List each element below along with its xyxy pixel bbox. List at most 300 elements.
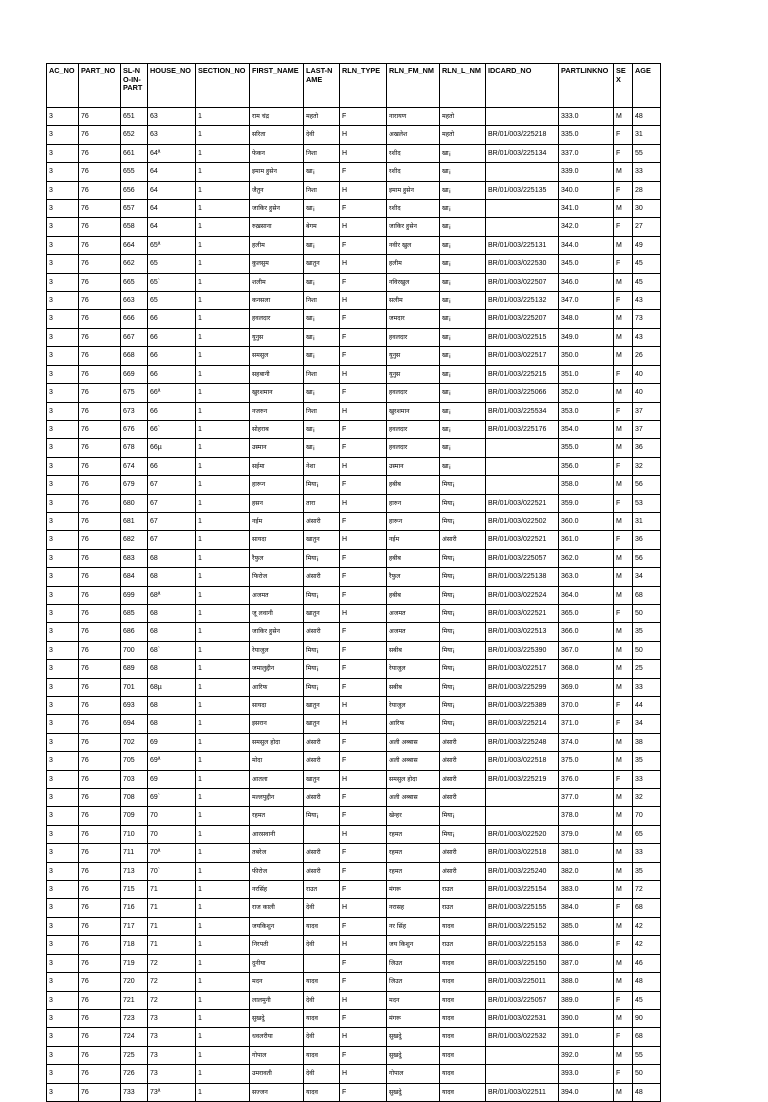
cell-rln-l-nm: खा¡ [440, 144, 486, 162]
cell-sex: F [614, 1065, 633, 1083]
cell-rln-l-nm: मिया¡ [440, 568, 486, 586]
cell-house-no: 68` [148, 641, 196, 659]
cell-first-name: कनसला [250, 292, 304, 310]
cell-ac-no: 3 [47, 770, 79, 788]
cell-sl-no-in-part: 669 [121, 365, 148, 383]
cell-section-no: 1 [196, 825, 250, 843]
table-row [47, 273, 661, 291]
cell-rln-l-nm: यादव [440, 917, 486, 935]
cell-rln-type: H [340, 697, 387, 715]
cell-age: 48 [633, 108, 661, 126]
cell-idcard-no: BR/01/003/022513 [486, 623, 559, 641]
cell-partlinkno: 341.0 [559, 200, 614, 218]
cell-sl-no-in-part: 667 [121, 328, 148, 346]
cell-ac-no: 3 [47, 715, 79, 733]
cell-first-name: रैफुल [250, 549, 304, 567]
column-header-partlinkno: PARTLINKNO [559, 64, 614, 108]
column-header-rln-fm-nm: RLN_FM_NM [387, 64, 440, 108]
cell-partlinkno: 386.0 [559, 936, 614, 954]
cell-partlinkno: 390.0 [559, 1009, 614, 1027]
cell-part-no: 76 [79, 1009, 121, 1027]
cell-age: 65 [633, 825, 661, 843]
cell-sl-no-in-part: 668 [121, 347, 148, 365]
table-row [47, 292, 661, 310]
cell-rln-type: F [340, 512, 387, 530]
cell-partlinkno: 389.0 [559, 991, 614, 1009]
cell-ac-no: 3 [47, 825, 79, 843]
cell-first-name: सुखदेु [250, 1009, 304, 1027]
cell-rln-fm-nm: सुखदेु [387, 1083, 440, 1101]
cell-idcard-no: BR/01/003/022521 [486, 604, 559, 622]
cell-age: 73 [633, 310, 661, 328]
cell-last-name: यादव [304, 1046, 340, 1064]
cell-section-no: 1 [196, 144, 250, 162]
cell-rln-l-nm: मिया¡ [440, 807, 486, 825]
cell-section-no: 1 [196, 255, 250, 273]
table-row [47, 568, 661, 586]
cell-rln-type: F [340, 678, 387, 696]
cell-partlinkno: 348.0 [559, 310, 614, 328]
cell-rln-l-nm: खा¡ [440, 200, 486, 218]
cell-rln-type: H [340, 604, 387, 622]
cell-partlinkno: 382.0 [559, 862, 614, 880]
cell-section-no: 1 [196, 604, 250, 622]
cell-last-name: नेशा [304, 457, 340, 475]
table-row [47, 844, 661, 862]
cell-age: 36 [633, 439, 661, 457]
cell-section-no: 1 [196, 494, 250, 512]
cell-sex: M [614, 439, 633, 457]
column-header-rln-type: RLN_TYPE [340, 64, 387, 108]
cell-sex: F [614, 181, 633, 199]
cell-ac-no: 3 [47, 954, 79, 972]
cell-first-name: जाकिर हुसेन [250, 200, 304, 218]
cell-sl-no-in-part: 686 [121, 623, 148, 641]
cell-idcard-no [486, 439, 559, 457]
cell-age: 33 [633, 678, 661, 696]
table-row [47, 328, 661, 346]
cell-rln-type: F [340, 384, 387, 402]
cell-sl-no-in-part: 657 [121, 200, 148, 218]
cell-ac-no: 3 [47, 973, 79, 991]
cell-sex: M [614, 641, 633, 659]
cell-last-name: निशा [304, 181, 340, 199]
cell-part-no: 76 [79, 420, 121, 438]
cell-last-name: अंसारी [304, 752, 340, 770]
cell-last-name: देवी [304, 899, 340, 917]
cell-part-no: 76 [79, 604, 121, 622]
cell-ac-no: 3 [47, 678, 79, 696]
cell-house-no: 66 [148, 328, 196, 346]
cell-rln-l-nm: राउत [440, 936, 486, 954]
cell-last-name: यादव [304, 1009, 340, 1027]
cell-partlinkno: 392.0 [559, 1046, 614, 1064]
cell-sex: M [614, 917, 633, 935]
cell-last-name: निशा [304, 365, 340, 383]
cell-part-no: 76 [79, 1065, 121, 1083]
table-row [47, 789, 661, 807]
table-row [47, 476, 661, 494]
cell-sl-no-in-part: 664 [121, 236, 148, 254]
cell-idcard-no: BR/01/003/022518 [486, 844, 559, 862]
cell-rln-l-nm: खा¡ [440, 328, 486, 346]
cell-section-no: 1 [196, 715, 250, 733]
cell-section-no: 1 [196, 108, 250, 126]
cell-rln-l-nm: खा¡ [440, 384, 486, 402]
cell-rln-type: F [340, 954, 387, 972]
cell-part-no: 76 [79, 881, 121, 899]
cell-first-name: अजमत [250, 586, 304, 604]
column-header-section-no: SECTION_NO [196, 64, 250, 108]
cell-rln-fm-nm: रैफुल [387, 568, 440, 586]
cell-age: 25 [633, 660, 661, 678]
cell-partlinkno: 345.0 [559, 255, 614, 273]
cell-section-no: 1 [196, 917, 250, 935]
cell-sl-no-in-part: 693 [121, 697, 148, 715]
cell-sl-no-in-part: 699 [121, 586, 148, 604]
cell-ac-no: 3 [47, 549, 79, 567]
cell-partlinkno: 346.0 [559, 273, 614, 291]
table-row [47, 715, 661, 733]
cell-last-name: देवी [304, 1028, 340, 1046]
cell-rln-fm-nm: आरिफ [387, 715, 440, 733]
cell-part-no: 76 [79, 439, 121, 457]
cell-sl-no-in-part: 717 [121, 917, 148, 935]
cell-idcard-no: BR/01/003/022531 [486, 1009, 559, 1027]
cell-house-no: 69` [148, 789, 196, 807]
cell-sl-no-in-part: 652 [121, 126, 148, 144]
column-header-last-name: LAST-NAME [304, 64, 340, 108]
cell-sl-no-in-part: 713 [121, 862, 148, 880]
cell-part-no: 76 [79, 752, 121, 770]
cell-last-name: देवी [304, 126, 340, 144]
cell-last-name: खातुन [304, 604, 340, 622]
cell-first-name: जमालुद्दीन [250, 660, 304, 678]
cell-sex: M [614, 384, 633, 402]
cell-house-no: 73ª [148, 1083, 196, 1101]
cell-first-name: उमरावती [250, 1065, 304, 1083]
cell-first-name: आरसवानी [250, 825, 304, 843]
cell-last-name: निशा [304, 402, 340, 420]
cell-first-name: कुलसुम [250, 255, 304, 273]
cell-rln-fm-nm: समसुल होदा [387, 770, 440, 788]
cell-age: 36 [633, 531, 661, 549]
cell-sl-no-in-part: 702 [121, 733, 148, 751]
cell-partlinkno: 339.0 [559, 163, 614, 181]
cell-house-no: 72 [148, 991, 196, 1009]
cell-section-no: 1 [196, 310, 250, 328]
cell-partlinkno: 360.0 [559, 512, 614, 530]
cell-rln-fm-nm: रहमत [387, 844, 440, 862]
column-header-part-no: PART_NO [79, 64, 121, 108]
cell-sl-no-in-part: 709 [121, 807, 148, 825]
cell-idcard-no: BR/01/003/225240 [486, 862, 559, 880]
cell-idcard-no: BR/01/003/022507 [486, 273, 559, 291]
cell-idcard-no: BR/01/003/022518 [486, 752, 559, 770]
cell-partlinkno: 359.0 [559, 494, 614, 512]
cell-house-no: 68µ [148, 678, 196, 696]
cell-idcard-no: BR/01/003/022521 [486, 494, 559, 512]
cell-sl-no-in-part: 726 [121, 1065, 148, 1083]
cell-idcard-no [486, 789, 559, 807]
cell-age: 49 [633, 236, 661, 254]
cell-sex: F [614, 604, 633, 622]
cell-part-no: 76 [79, 715, 121, 733]
table-row [47, 347, 661, 365]
cell-partlinkno: 353.0 [559, 402, 614, 420]
cell-house-no: 71 [148, 899, 196, 917]
cell-part-no: 76 [79, 789, 121, 807]
cell-idcard-no: BR/01/003/225138 [486, 568, 559, 586]
cell-ac-no: 3 [47, 236, 79, 254]
cell-part-no: 76 [79, 1083, 121, 1101]
cell-rln-l-nm: मिया¡ [440, 825, 486, 843]
cell-last-name: अंसारी [304, 862, 340, 880]
cell-age: 45 [633, 991, 661, 1009]
cell-age: 68 [633, 899, 661, 917]
cell-sex: F [614, 1028, 633, 1046]
cell-part-no: 76 [79, 163, 121, 181]
cell-part-no: 76 [79, 1028, 121, 1046]
cell-sex: M [614, 586, 633, 604]
cell-sl-no-in-part: 723 [121, 1009, 148, 1027]
cell-section-no: 1 [196, 347, 250, 365]
cell-ac-no: 3 [47, 181, 79, 199]
cell-sl-no-in-part: 676 [121, 420, 148, 438]
cell-last-name: खा¡ [304, 347, 340, 365]
cell-rln-fm-nm: नरासह [387, 899, 440, 917]
cell-sex: M [614, 273, 633, 291]
cell-sl-no-in-part: 719 [121, 954, 148, 972]
cell-sex: M [614, 108, 633, 126]
cell-partlinkno: 333.0 [559, 108, 614, 126]
cell-rln-type: F [340, 917, 387, 935]
cell-first-name: उस्मान [250, 439, 304, 457]
cell-rln-fm-nm: सुखदेु [387, 1028, 440, 1046]
cell-last-name: खातुन [304, 770, 340, 788]
cell-part-no: 76 [79, 531, 121, 549]
cell-partlinkno: 385.0 [559, 917, 614, 935]
cell-last-name: मिया¡ [304, 660, 340, 678]
cell-sex: F [614, 770, 633, 788]
cell-rln-fm-nm: जमदार [387, 310, 440, 328]
cell-house-no: 70ª [148, 844, 196, 862]
cell-rln-type: H [340, 494, 387, 512]
cell-house-no: 65 [148, 292, 196, 310]
cell-sl-no-in-part: 725 [121, 1046, 148, 1064]
cell-sex: F [614, 936, 633, 954]
table-row [47, 420, 661, 438]
cell-house-no: 65` [148, 273, 196, 291]
cell-sex: F [614, 218, 633, 236]
cell-rln-type: F [340, 1083, 387, 1101]
cell-rln-l-nm: यादव [440, 954, 486, 972]
cell-section-no: 1 [196, 163, 250, 181]
cell-last-name: अंसारी [304, 844, 340, 862]
cell-house-no: 68 [148, 715, 196, 733]
cell-age: 30 [633, 200, 661, 218]
cell-house-no: 64 [148, 163, 196, 181]
cell-idcard-no: BR/01/003/022511 [486, 1083, 559, 1101]
cell-part-no: 76 [79, 991, 121, 1009]
cell-house-no: 73 [148, 1065, 196, 1083]
cell-rln-type: F [340, 973, 387, 991]
cell-idcard-no: BR/01/003/225214 [486, 715, 559, 733]
table-row [47, 917, 661, 935]
table-row [47, 163, 661, 181]
cell-ac-no: 3 [47, 292, 79, 310]
cell-first-name: मोदा [250, 752, 304, 770]
cell-ac-no: 3 [47, 899, 79, 917]
cell-ac-no: 3 [47, 1046, 79, 1064]
cell-partlinkno: 367.0 [559, 641, 614, 659]
cell-partlinkno: 394.0 [559, 1083, 614, 1101]
cell-house-no: 64 [148, 200, 196, 218]
cell-rln-type: H [340, 255, 387, 273]
cell-section-no: 1 [196, 881, 250, 899]
cell-rln-l-nm: खा¡ [440, 420, 486, 438]
cell-ac-no: 3 [47, 844, 79, 862]
cell-first-name: निरपती [250, 936, 304, 954]
cell-rln-l-nm: यादव [440, 973, 486, 991]
cell-ac-no: 3 [47, 144, 79, 162]
cell-partlinkno: 344.0 [559, 236, 614, 254]
cell-house-no: 68 [148, 660, 196, 678]
table-row [47, 1028, 661, 1046]
cell-first-name: नजरुन [250, 402, 304, 420]
cell-age: 53 [633, 494, 661, 512]
cell-part-no: 76 [79, 660, 121, 678]
cell-last-name: खा¡ [304, 384, 340, 402]
cell-partlinkno: 381.0 [559, 844, 614, 862]
cell-part-no: 76 [79, 899, 121, 917]
cell-rln-type: H [340, 144, 387, 162]
cell-house-no: 67 [148, 494, 196, 512]
cell-ac-no: 3 [47, 641, 79, 659]
cell-rln-fm-nm: हलीम [387, 255, 440, 273]
cell-first-name: नरसिंह [250, 881, 304, 899]
cell-rln-l-nm: खा¡ [440, 163, 486, 181]
cell-part-no: 76 [79, 310, 121, 328]
cell-partlinkno: 366.0 [559, 623, 614, 641]
cell-rln-type: F [340, 236, 387, 254]
cell-rln-type: H [340, 218, 387, 236]
cell-rln-type: H [340, 292, 387, 310]
cell-rln-type: F [340, 549, 387, 567]
cell-age: 56 [633, 476, 661, 494]
cell-age: 33 [633, 844, 661, 862]
table-row [47, 108, 661, 126]
cell-first-name: हलीम [250, 236, 304, 254]
cell-first-name: मल्लपुद्दीन [250, 789, 304, 807]
cell-house-no: 69 [148, 733, 196, 751]
cell-section-no: 1 [196, 862, 250, 880]
cell-idcard-no: BR/01/003/022524 [486, 586, 559, 604]
column-header-first-name: FIRST_NAME [250, 64, 304, 108]
cell-rln-fm-nm: नविरखुल [387, 273, 440, 291]
cell-house-no: 69ª [148, 752, 196, 770]
cell-last-name [304, 954, 340, 972]
table-row [47, 733, 661, 751]
cell-section-no: 1 [196, 236, 250, 254]
cell-last-name: खा¡ [304, 163, 340, 181]
cell-section-no: 1 [196, 936, 250, 954]
cell-idcard-no: BR/01/003/225215 [486, 365, 559, 383]
cell-ac-no: 3 [47, 604, 79, 622]
cell-section-no: 1 [196, 384, 250, 402]
cell-rln-type: F [340, 586, 387, 604]
cell-partlinkno: 349.0 [559, 328, 614, 346]
cell-ac-no: 3 [47, 1009, 79, 1027]
cell-sex: M [614, 1009, 633, 1027]
table-row [47, 200, 661, 218]
table-row [47, 936, 661, 954]
cell-age: 42 [633, 936, 661, 954]
cell-sex: F [614, 899, 633, 917]
cell-last-name: खातुन [304, 697, 340, 715]
cell-part-no: 76 [79, 844, 121, 862]
cell-idcard-no: BR/01/003/225132 [486, 292, 559, 310]
cell-last-name: मिया¡ [304, 641, 340, 659]
cell-last-name: निशा [304, 144, 340, 162]
cell-last-name: खा¡ [304, 328, 340, 346]
cell-rln-l-nm: मिया¡ [440, 512, 486, 530]
cell-sex: M [614, 660, 633, 678]
cell-sl-no-in-part: 684 [121, 568, 148, 586]
cell-sl-no-in-part: 683 [121, 549, 148, 567]
column-header-ac-no: AC_NO [47, 64, 79, 108]
cell-age: 70 [633, 807, 661, 825]
cell-sex: M [614, 236, 633, 254]
cell-first-name: समसुल होदा [250, 733, 304, 751]
cell-rln-l-nm: यादव [440, 1046, 486, 1064]
cell-ac-no: 3 [47, 420, 79, 438]
cell-sex: M [614, 420, 633, 438]
cell-sl-no-in-part: 682 [121, 531, 148, 549]
cell-rln-l-nm: महतो [440, 108, 486, 126]
cell-partlinkno: 379.0 [559, 825, 614, 843]
cell-partlinkno: 362.0 [559, 549, 614, 567]
cell-house-no: 71 [148, 917, 196, 935]
cell-last-name: देवी [304, 1065, 340, 1083]
cell-rln-fm-nm: जाकिर हुसेन [387, 218, 440, 236]
cell-rln-l-nm: यादव [440, 991, 486, 1009]
cell-idcard-no: BR/01/003/225218 [486, 126, 559, 144]
cell-ac-no: 3 [47, 531, 79, 549]
cell-rln-type: F [340, 623, 387, 641]
cell-part-no: 76 [79, 255, 121, 273]
cell-rln-fm-nm: जिउत [387, 973, 440, 991]
cell-first-name: जयकिशुन [250, 917, 304, 935]
cell-house-no: 64ª [148, 144, 196, 162]
cell-partlinkno: 340.0 [559, 181, 614, 199]
cell-section-no: 1 [196, 586, 250, 604]
cell-rln-l-nm: खा¡ [440, 181, 486, 199]
cell-partlinkno: 375.0 [559, 752, 614, 770]
cell-idcard-no: BR/01/003/225219 [486, 770, 559, 788]
cell-age: 56 [633, 549, 661, 567]
cell-sl-no-in-part: 651 [121, 108, 148, 126]
cell-sex: M [614, 733, 633, 751]
cell-idcard-no: BR/01/003/022517 [486, 347, 559, 365]
column-header-sex: SEX [614, 64, 633, 108]
cell-last-name: मिया¡ [304, 586, 340, 604]
cell-sl-no-in-part: 680 [121, 494, 148, 512]
voter-list-table [46, 63, 661, 1102]
cell-sl-no-in-part: 694 [121, 715, 148, 733]
cell-rln-l-nm: मिया¡ [440, 623, 486, 641]
cell-rln-l-nm: खा¡ [440, 365, 486, 383]
